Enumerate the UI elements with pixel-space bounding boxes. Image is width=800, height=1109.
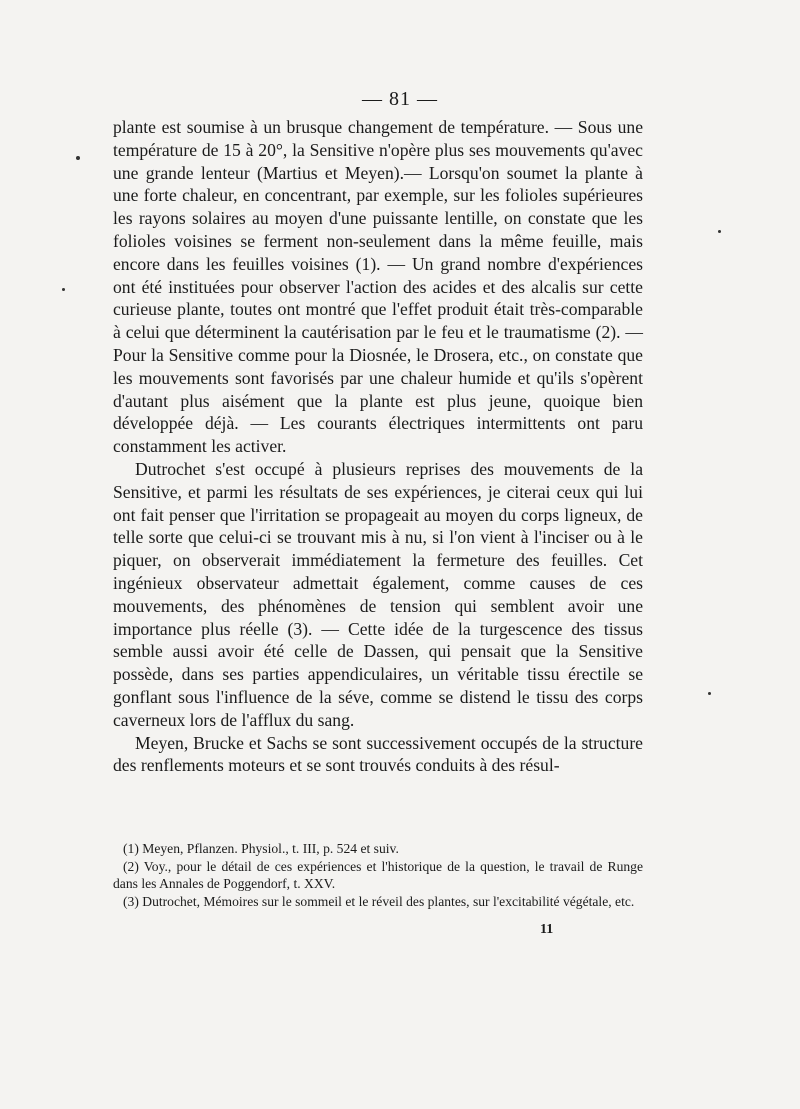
scan-speck — [76, 156, 80, 160]
paragraph-3: Meyen, Brucke et Sachs se sont successivement occupés de la structure des renflements moteurs et se sont trouvés conduits à des résul- — [113, 732, 643, 776]
footnote-1: (1) Meyen, Pflanzen. Physiol., t. III, p. 524 et suiv. — [123, 841, 399, 856]
paragraph-2: Dutrochet s'est occupé à plusieurs reprises des mouvements de la Sensitive, et parmi les résultats de ses expériences, je citerai ceux qui lui ont fait penser que l'irritation se propageait au moyen du corps ligneux, de telle sorte que celui-ci se trouvant mis à nu, si l'on vient à l'inciser ou à le piquer, on observerait immédiatement la fermeture des feuilles. Cet ingénieux observateur admettait également, comme causes de ces mouvements, des phénomènes de tension qui semblent avoir une importance plus réelle (3). — Cette idée de la turgescence des tissus semble aussi avoir été celle de Dassen, qui pensait que la Sensitive possède, dans ses parties appendiculaires, un véritable tissu érectile se gonflant sous l'influence de la séve, comme se distend le tissu des corps caverneux lors de l'afflux du sang. — [113, 458, 643, 730]
printer-signature: 11 — [540, 922, 554, 937]
scan-speck — [718, 230, 721, 233]
scan-speck — [708, 692, 711, 695]
footnote-3: (3) Dutrochet, Mémoires sur le sommeil et le réveil des plantes, sur l'excitabilité végétale, etc. — [123, 893, 635, 909]
footnote-2: (2) Voy., pour le détail de ces expériences et l'historique de la question, le travail de Runge dans les Annales de Poggendorf, t. XXV. — [113, 858, 643, 892]
footnotes — [113, 840, 643, 910]
paragraph-1: plante est soumise à un brusque changement de température. — Sous une température de 15 à 20°, la Sensitive n'opère plus ses mouvements qu'avec une grande lenteur (Martius et Meyen).— Lorsqu'on soumet la plante à une forte chaleur, en concentrant, par exemple, sur les folioles supérieures les rayons solaires au moyen d'une puissante lentille, on constate que les folioles voisines se ferment non-seulement dans la même feuille, mais encore dans les feuilles voisines (1). — Un grand nombre d'expériences ont été instituées pour observer l'action des acides et des alcalis sur cette curieuse plante, toutes ont montré que l'effet produit était très-comparable à celui que déterminent la cautérisation par le feu et le traumatisme (2). — Pour la Sensitive comme pour la Diosnée, le Drosera, etc., on constate que les mouvements sont favorisés par une chaleur humide et qu'ils s'opèrent d'autant plus aisément que la plante est plus jeune, quoique bien développée déjà. — Les courants électriques intermittents ont paru constamment les activer. — [113, 117, 643, 457]
page-number: — 81 — — [362, 88, 438, 110]
body-text — [113, 116, 643, 777]
scan-speck — [62, 288, 65, 291]
